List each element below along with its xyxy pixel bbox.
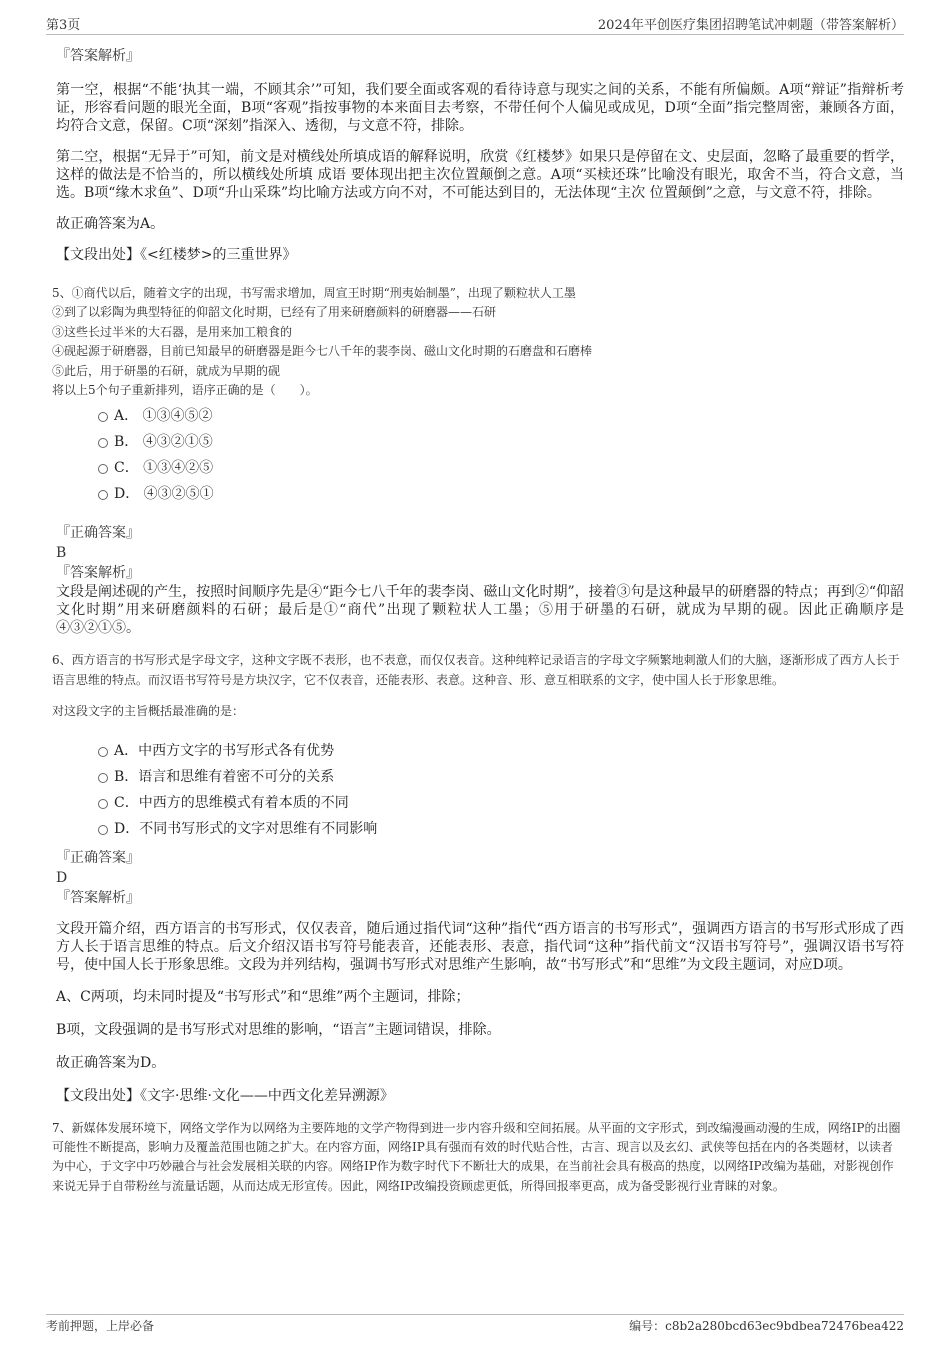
q6-answer [56, 848, 904, 1105]
correct-answer-label: 『正确答案』 [56, 525, 140, 542]
radio-icon[interactable] [98, 825, 108, 835]
answer-conclusion: 故正确答案为A。 [56, 216, 165, 232]
question-line: 5、①商代以后，随着文字的出现，书写需求增加，周宣王时期“刑夷始制墨”，出现了颗粒状人工墨 [52, 286, 576, 300]
document-code: 编号：c8b2a280bcd63ec9bdbea72476bea422 [629, 1319, 904, 1333]
question-line: ③这些长过半米的大石器，是用来加工粮食的 [52, 324, 293, 339]
footer-motto: 考前押题，上岸必备 [46, 1319, 155, 1333]
radio-icon[interactable] [98, 438, 108, 448]
q5-answer [56, 523, 904, 637]
analysis-paragraph: A、C两项，均未同时提及“书写形式”和“思维”两个主题词，排除； [56, 988, 470, 1005]
answer-conclusion: 故正确答案为D。 [56, 1054, 166, 1071]
page-header [46, 12, 904, 35]
radio-icon[interactable] [98, 747, 108, 757]
analysis-label: 『答案解析』 [56, 889, 140, 906]
option-d[interactable]: D． ④③②⑤① [56, 481, 904, 507]
radio-icon[interactable] [98, 464, 108, 474]
correct-answer: D [56, 869, 68, 886]
document-title: 2024年平创医疗集团招聘笔试冲刺题（带答案解析） [597, 18, 904, 33]
option-c[interactable]: C． ①③④②⑤ [56, 455, 904, 481]
page-number: 第3页 [46, 18, 81, 33]
radio-icon[interactable] [98, 799, 108, 809]
analysis-paragraph: 第一空，根据“不能‘执其一端，不顾其余’”可知，我们要全面或客观的看待诗意与现实之间的关系，不能有所偏颇。A项“辩证”指辩析考证，形容看问题的眼光全面，B项“客观”指按事物的本来面目去考察，不带任何个人偏见或成见，D项“全面”指完整周密，兼顾各方面，均符合文意，保留。C项“深刻”指深入、透彻，与文意不符，排除。 [56, 82, 904, 134]
q6-options [56, 738, 904, 842]
source-citation: 【文段出处】《文字·思维·文化——中西文化差异溯源》 [56, 1087, 394, 1104]
radio-icon[interactable] [98, 773, 108, 783]
option-a[interactable]: A． ①③④⑤② [56, 403, 904, 429]
answer-analysis-block-1 [56, 46, 904, 264]
question-line: ②到了以彩陶为典型特征的仰韶文化时期，已经有了用来研磨颜料的研磨器——石研 [52, 305, 497, 320]
question-stem: 6、西方语言的书写形式是字母文字，这种文字既不表形，也不表意，而仅仅表音。这种纯粹记录语言的字母文字频繁地刺激人们的大脑，逐渐形成了西方人长于语言思维的特点。而汉语书写符号是方块汉字，它不仅表音，还能表形、表意。这种音、形、意互相联系的文字，使中国人长于形象思维。 [52, 653, 900, 687]
option-c[interactable]: C．中西方的思维模式有着本质的不同 [56, 790, 904, 816]
page-content [52, 44, 904, 1196]
analysis-label: 『答案解析』 [56, 565, 140, 582]
analysis-label: 『答案解析』 [56, 48, 140, 64]
question-5 [52, 284, 904, 400]
analysis-paragraph: 文段是阐述砚的产生，按照时间顺序先是④“距今七八千年的裴李岗、磁山文化时期”，接着③句是这种最早的研磨器的特点；再到②“仰韶文化时期”用来研磨颜料的石研；最后是①“商代”出现了颗粒状人工墨；⑤用于研墨的石研，就成为早期的砚。因此正确顺序是④③②①⑤。 [56, 584, 904, 637]
question-prompt: 对这段文字的主旨概括最准确的是： [52, 704, 245, 719]
question-prompt: 将以上5个句子重新排列，语序正确的是（ ）。 [52, 383, 318, 398]
q5-options [56, 403, 904, 507]
correct-answer-label: 『正确答案』 [56, 849, 140, 866]
page-footer [46, 1314, 904, 1333]
question-stem: 7、新媒体发展环境下，网络文学作为以网络为主要阵地的文学产物得到进一步内容升级和空间拓展。从平面的文字形式，到改编漫画动漫的生成，网络IP的出圈可能性不断提高，影响力及覆盖范围也随之扩大。在内容方面，网络IP具有强而有效的时代贴合性，古言、现言以及玄幻、武侠等包括在内的各类题材，以读者为中心，于文字中巧妙融合与社会发展相关联的内容。网络IP作为数字时代下不断壮大的成果，在当前社会具有极高的热度，以网络IP改编为基础，对影视创作来说无异于自带粉丝与流量话题，从而达成无形宣传。因此，网络IP改编投资顾虑更低，所得回报率更高，成为备受影视行业青睐的对象。 [52, 1120, 901, 1193]
question-line: ⑤此后，用于研墨的石研，就成为早期的砚 [52, 363, 281, 378]
source-citation: 【文段出处】《<红楼梦>的三重世界》 [56, 247, 297, 263]
analysis-paragraph: 第二空，根据“无异于”可知，前文是对横线处所填成语的解释说明，欣赏《红楼梦》如果只是停留在文、史层面，忽略了最重要的哲学，这样的做法是不恰当的，所以横线处所填 成语 要体现出把主次位置颠倒之意。A项“买椟还珠”比喻没有眼光，取舍不当，符合文意，当选。B项“缘木求鱼”、D项“升山采珠”均比喻方法或方向不对，不可能达到目的，无法体现“主次 位置颠倒”之意，与文意不符，排除。 [56, 149, 904, 201]
option-b[interactable]: B．语言和思维有着密不可分的关系 [56, 764, 904, 790]
radio-icon[interactable] [98, 490, 108, 500]
question-6 [52, 651, 904, 721]
question-7 [52, 1119, 904, 1197]
option-a[interactable]: A．中西方文字的书写形式各有优势 [56, 738, 904, 764]
option-b[interactable]: B． ④③②①⑤ [56, 429, 904, 455]
analysis-paragraph: 文段开篇介绍，西方语言的书写形式，仅仅表音，随后通过指代词“这种”指代“西方语言的书写形式”，强调西方语言的书写形式形成了西方人长于语言思维的特点。后文介绍汉语书写符号能表音，还能表形、表意，指代词“这种”指代前文“汉语书写符号”，强调汉语书写符号，使中国人长于形象思维。文段为并列结构，强调书写形式对思维产生影响，故“书写形式”和“思维”为文段主题词，对应D项。 [56, 920, 904, 973]
question-line: ④砚起源于研磨器，目前已知最早的研磨器是距今七八千年的裴李岗、磁山文化时期的石磨盘和石磨棒 [52, 344, 593, 359]
option-d[interactable]: D．不同书写形式的文字对思维有不同影响 [56, 816, 904, 842]
correct-answer: B [56, 545, 67, 562]
radio-icon[interactable] [98, 412, 108, 422]
analysis-paragraph: B项，文段强调的是书写形式对思维的影响，“语言”主题词错误，排除。 [56, 1021, 501, 1038]
